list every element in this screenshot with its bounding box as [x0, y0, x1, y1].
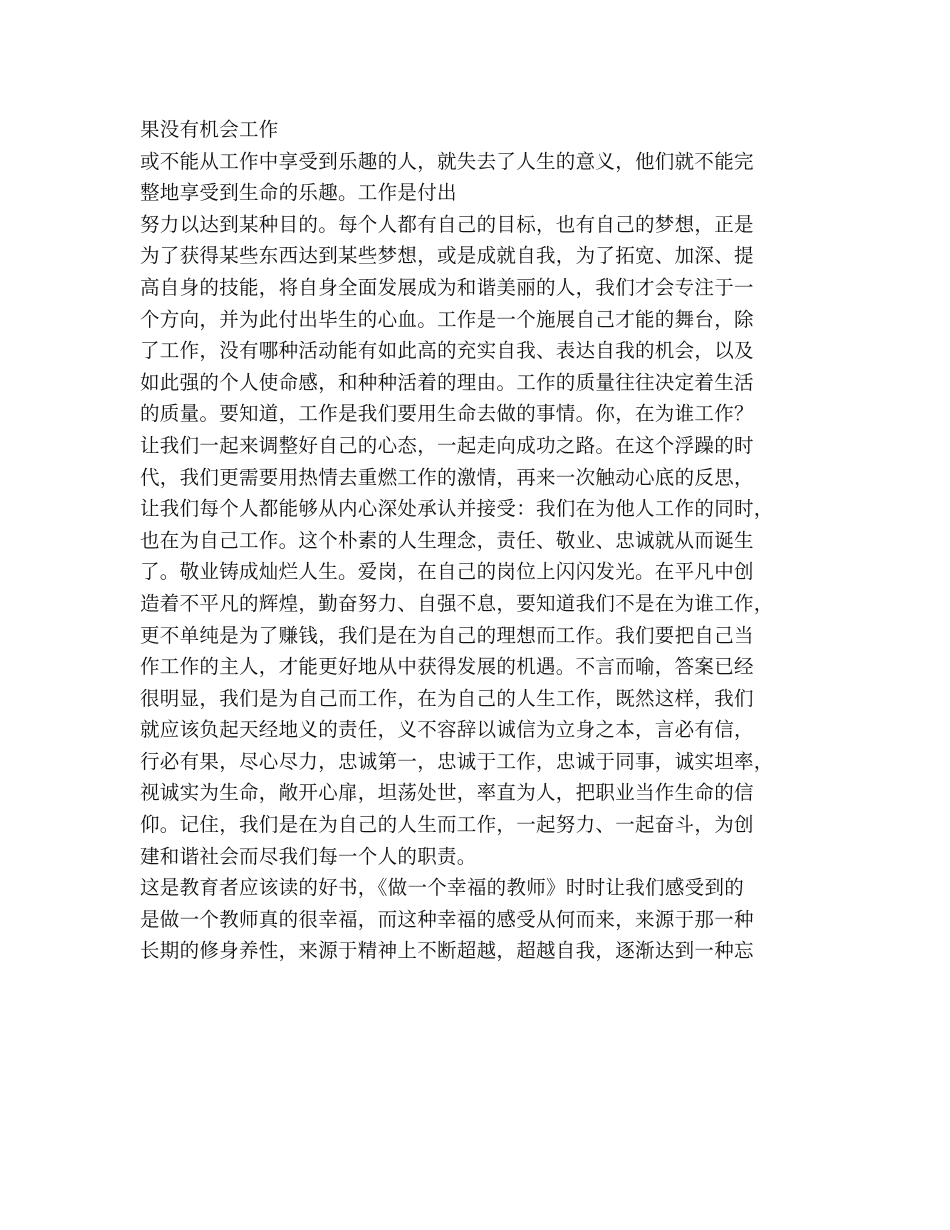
- text-line: 如此强的个人使命感，和种种活着的理由。工作的质量往往决定着生活: [140, 370, 754, 394]
- text-line: 整地享受到生命的乐趣。工作是付出: [140, 181, 457, 205]
- text-line: 仰。记住，我们是在为自己的人生而工作，一起努力、一起奋斗，为创: [140, 813, 754, 837]
- text-line: 行必有果，尽心尽力，忠诚第一，忠诚于工作，忠诚于同事，诚实坦率，: [140, 749, 774, 773]
- text-line: 这是教育者应该读的好书，《做一个幸福的教师》时时让我们感受到的: [140, 876, 745, 900]
- text-line: 视诚实为生命，敞开心扉，坦荡处世，率直为人，把职业当作生命的信: [140, 781, 754, 805]
- text-line: 更不单纯是为了赚钱，我们是在为自己的理想而工作。我们要把自己当: [140, 623, 754, 647]
- text-line: 作工作的主人，才能更好地从中获得发展的机遇。不言而喻，答案已经: [140, 655, 754, 679]
- text-line: 长期的修身养性，来源于精神上不断超越，超越自我，逐渐达到一种忘: [140, 939, 754, 963]
- text-line: 也在为自己工作。这个朴素的人生理念，责任、敬业、忠诚就从而诞生: [140, 528, 754, 552]
- text-line: 让我们每个人都能够从内心深处承认并接受：我们在为他人工作的同时，: [140, 497, 774, 521]
- text-line: 高自身的技能，将自身全面发展成为和谐美丽的人，我们才会专注于一: [140, 275, 754, 299]
- text-line: 个方向，并为此付出毕生的心血。工作是一个施展自己才能的舞台，除: [140, 307, 754, 331]
- text-line: 努力以达到某种目的。每个人都有自己的目标，也有自己的梦想，正是: [140, 212, 754, 236]
- text-line: 造着不平凡的辉煌，勤奋努力、自强不息，要知道我们不是在为谁工作，: [140, 591, 774, 615]
- text-line: 很明显，我们是为自己而工作，在为自己的人生工作，既然这样，我们: [140, 686, 754, 710]
- text-line: 让我们一起来调整好自己的心态，一起走向成功之路。在这个浮躁的时: [140, 433, 754, 457]
- text-line: 建和谐社会而尽我们每一个人的职责。: [140, 844, 477, 868]
- text-line: 是做一个教师真的很幸福，而这种幸福的感受从何而来，来源于那一种: [140, 907, 754, 931]
- text-line: 了。敬业铸成灿烂人生。爱岗，在自己的岗位上闪闪发光。在平凡中创: [140, 560, 754, 584]
- text-line: 果没有机会工作: [140, 118, 279, 141]
- text-line: 为了获得某些东西达到某些梦想，或是成就自我，为了拓宽、加深、提: [140, 244, 754, 268]
- text-line: 或不能从工作中享受到乐趣的人，就失去了人生的意义，他们就不能完: [140, 149, 754, 173]
- text-line: 代，我们更需要用热情去重燃工作的激情，再来一次触动心底的反思，: [140, 465, 754, 489]
- body-text: [140, 114, 830, 967]
- text-line: 的质量。要知道，工作是我们要用生命去做的事情。你，在为谁工作？: [140, 402, 754, 426]
- text-line: 了工作，没有哪种活动能有如此高的充实自我、表达自我的机会，以及: [140, 339, 754, 363]
- text-line: 就应该负起天经地义的责任，义不容辞以诚信为立身之本，言必有信，: [140, 718, 754, 742]
